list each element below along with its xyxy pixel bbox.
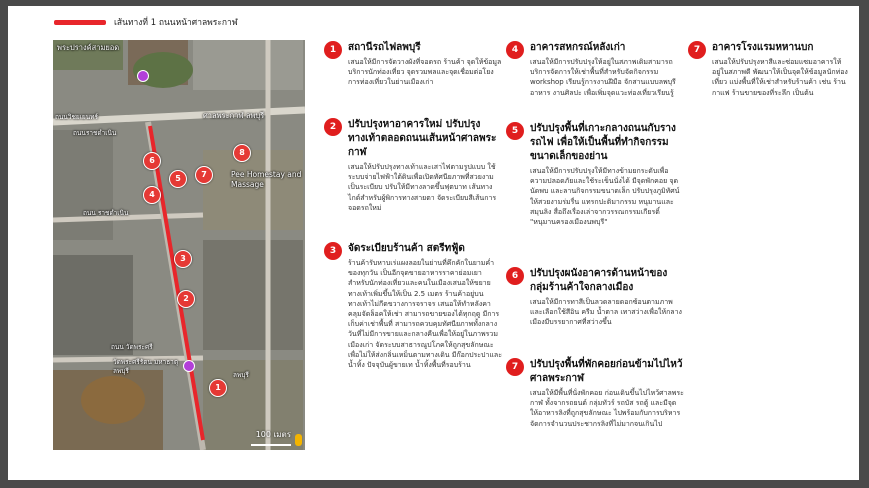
item-number-badge: 1 <box>324 41 342 59</box>
item-number-badge: 7 <box>688 41 706 59</box>
item-street-food <box>324 242 502 370</box>
item-sidewalk-upgrade <box>324 118 502 213</box>
map-label-road-ratchadamnoen: ถนนราชดำเนิน <box>73 129 117 137</box>
map-label-pee-homestay: Pee Homestay and Massage <box>231 170 302 189</box>
map-label-lopburi: ลพบุรี <box>233 371 249 379</box>
slide <box>8 6 859 480</box>
map-scale-bar <box>251 444 291 446</box>
item-number-badge: 3 <box>324 242 342 260</box>
map-poi-temple-icon <box>183 360 195 372</box>
map-label-road-ratchadamnoen-2: ถนน ราชดำเนิน <box>83 209 129 217</box>
item-body: ร้านค้ารับหาบเร่แผงลอยในย่านที่คึกคักในยามค่ำของทุกวัน เป็นอีกจุดขายอาหารราคาย่อมเยาสำหรับนักท่องเที่ยวและคนในเมืองเสนอให้ขยายทางเท้าเพิ่มขึ้นให้เป็น 2.5 เมตร ร้านค้าอยู่บนทางเท้าไม่กีดขวางการจราจร เสนอให้ทำหลังคาคลุมจัดล็อคให้เช่า สามารถขายของได้ทุกฤดู มีการเก็บค่าเช่าพื้นที่ สามารถควบคุมทัศนียภาพทั้งกลางวันที่ไม่มีการขายและกลางคืนเพื่อให้อยู่ในภาพรวมเมืองเก่า จัดระบบสาธารณูปโภคให้ถูกสุขลักษณะ เพื่อไม่ให้ส่งกลิ่นเหม็นตามทางเดิน มีก๊อกประปาและน้ำทิ้ง ปัจจุบันผู้ขายเท น้ำทิ้งพื้นที่รอบร้าน <box>348 259 502 370</box>
item-title: ปรับปรุงหาอาคารใหม่ ปรับปรุงทางเท้าตลอดถนนเส้นหน้าศาลพระกาฬ <box>348 119 497 158</box>
map-label-road-wichayen: ถนนวิชยเยนทร์ <box>55 113 98 121</box>
map-marker-6[interactable]: 6 <box>143 152 161 170</box>
item-number-badge: 2 <box>324 118 342 136</box>
item-title: อาคารสหกรณ์หลังเก่า <box>530 42 626 53</box>
route-legend-line <box>54 20 106 25</box>
item-body: เสนอให้มีการปรับปรุงให้อยู่ในสภาพเดิมสามารถบริการจัดการให้เช่าพื้นที่สำหรับจัดกิจกรรม workshop เรียนรู้การงานฝีมือ จักสานแบบลพบุรี อาหาร งานศิลปะ เพื่อเพิ่มจุดแวะท่องเที่ยวเรียนรู้ <box>530 58 676 97</box>
item-body: เสนอให้มีการปรับปรุงให้มีทางข้ามยกระดับเพื่อความปลอดภัยและใช้ระเข็นนั่งได้ มีจุดพักคอย จุดนัดพบ และลานกิจกรรมขนาดเล็ก ปรับปรุงภูมิทัศน์ให้สวยงามร่มรื่น แทรกปะติมากรรม หนุมานและสมุนลิง สื่อถึงเรื่องเล่าจากวรรณกรรมเกียรติ์ "หนุมานครองเมืองนพบุรี" <box>530 167 680 227</box>
map-marker-1[interactable]: 1 <box>209 379 227 397</box>
map-label-prang-sam-yot: พระปรางค์สามยอด <box>57 43 120 52</box>
item-body: เสนอให้ปรับปรุงทางเท้าและเสาไฟตามรูปแบบ ใช้ระบบจ่ายไฟฟ้าใต้ดินเพื่อเปิดทัศนียภาพที่สวยงามเป็นระเบียบ ปรับให้มีทางลาดขึ้นฟุตบาท เส้นทางไกด์สำหรับผู้พิการทางสายตา จัดระเบียบสีเส้นการจอดรถใหม่ <box>348 163 497 212</box>
map-poi-icon <box>137 70 149 82</box>
map-marker-2[interactable]: 2 <box>177 290 195 308</box>
item-title: ปรับปรุงพื้นที่เกาะกลางถนนกับรางรถไฟ เพื่อให้เป็นพื้นที่ทำกิจกรรมขนาดเล็กของย่าน <box>530 123 676 162</box>
item-body: เสนอให้มีการทาสีเป็นลวดลายดอกซ้อนตามภาพ และเลือกใช้สีอิน ครีม น้ำตาล เทาสว่างเพื่อให้กลางเมืองมีบรรยากาศที่สว่างขึ้น <box>530 298 682 327</box>
route-legend-label: เส้นทางที่ 1 ถนนหน้าศาลพระกาฬ <box>114 18 238 28</box>
item-hotel-building <box>688 41 848 98</box>
item-shop-facade <box>506 267 684 328</box>
item-title: สถานีรถไฟลพบุรี <box>348 42 421 53</box>
map-marker-7[interactable]: 7 <box>195 166 213 184</box>
aerial-map[interactable] <box>53 40 305 450</box>
item-number-badge: 5 <box>506 122 524 140</box>
map-marker-5[interactable]: 5 <box>169 170 187 188</box>
item-number-badge: 4 <box>506 41 524 59</box>
map-label-wat-mahathat: วัดพระศรีรัตน มหาธาตุ ลพบุรี <box>113 358 179 375</box>
item-title: ปรับปรุงผนังอาคารด้านหน้าของกลุ่มร้านค้าใจกลางเมือง <box>530 268 668 293</box>
item-median-railway-area <box>506 122 684 227</box>
item-body: เสนอให้ปรับปรุงหาสีและซ่อมแซมอาคารให้อยู่ในสภาพดี พัฒนาให้เป็นจุดให้ข้อมูลนักท่องเที่ยว แบ่งพื้นที่ให้เช่าสำหรับร้านค้า เช่น ร้านกาแฟ ร้านขายของที่ระลึก เป็นต้น <box>712 58 848 97</box>
map-scale-label: 100 เมตร <box>255 430 291 439</box>
map-label-phra-kan-shrine: ศาลพระกาฬ ลพบุรี <box>203 111 265 120</box>
item-body: เสนอให้มีพื้นที่นั่งพักคอย ก่อนเดินขึ้นไปไหว้ศาลพระกาฬ ทั้งจากรถยนต์ กลุ่มทัวร์ รถบัส รถตู้ และมีจุดให้อาหารลิงที่ถูกสุขลักษณะ ไปพร้อมกับการบริหารจัดการจำนวนประชากรลิงที่ไม่มากจนเกินไป <box>530 389 684 428</box>
map-marker-4[interactable]: 4 <box>143 186 161 204</box>
street-view-person-icon[interactable] <box>295 434 302 446</box>
item-railway-station <box>324 41 502 88</box>
item-title: อาคารโรงแรมหหานบก <box>712 42 814 53</box>
item-title: จัดระเบียบร้านค้า สตรีทฟู้ด <box>348 243 465 254</box>
map-marker-8[interactable]: 8 <box>233 144 251 162</box>
map-label-road-wat-phra-si: ถนน วัดพระศรี <box>111 343 153 351</box>
route-legend <box>54 15 238 29</box>
map-background <box>53 40 305 450</box>
item-number-badge: 7 <box>506 358 524 376</box>
map-marker-3[interactable]: 3 <box>174 250 192 268</box>
item-waiting-area <box>506 358 684 429</box>
item-body: เสนอให้มีการจัดวางผังที่จอดรถ ร้านค้า จุดให้ข้อมูลบริการนักท่องเที่ยว จุดรวมพลและจุดเชื่อมต่อโยงการท่องเที่ยวในย่านเมืองเก่า <box>348 58 502 87</box>
item-title: ปรับปรุงพื้นที่พักคอยก่อนข้ามไปไหว้ศาลพระกาฬ <box>530 359 683 384</box>
item-old-cooperative-building <box>506 41 684 98</box>
item-number-badge: 6 <box>506 267 524 285</box>
